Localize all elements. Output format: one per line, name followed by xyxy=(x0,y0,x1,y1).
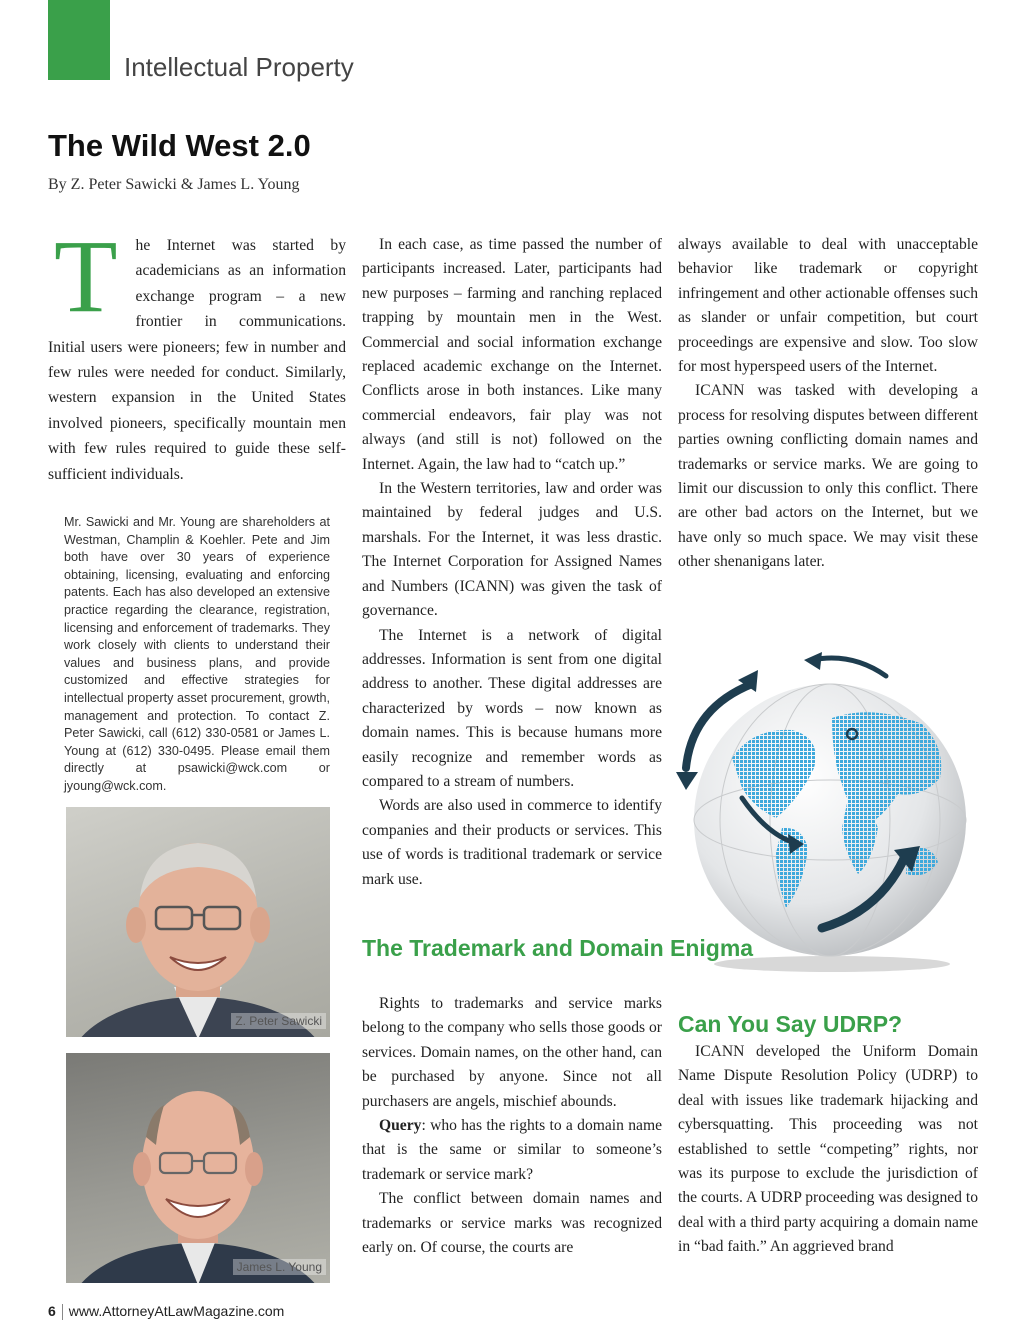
article-title: The Wild West 2.0 xyxy=(48,128,311,163)
column-1 xyxy=(48,219,346,487)
column-3-continued xyxy=(678,1040,978,1260)
paragraph: The Internet is a network of digital addresses. Information is sent from one digital address to another. These digital addresses are characterized by words – now known as domain names. This is because humans more easily recognize and remember words as compared to a stream of numbers. xyxy=(362,626,662,790)
paragraph: ICANN was tasked with developing a process for resolving disputes between different parties owning conflicting domain names and trademarks or service marks. We are going to limit our discussion to only this conflict. There are other bad actors on the Internet, but we have only so much space. We may visit these other shenanigans later. xyxy=(678,382,978,571)
section-color-bar xyxy=(48,0,110,80)
footer-divider xyxy=(62,1304,63,1320)
column-2-continued xyxy=(362,992,662,1260)
query-label: Query xyxy=(379,1117,422,1135)
paragraph: Words are also used in commerce to identify companies and their products or services. This use of words is traditional trademark or service mark use. xyxy=(362,797,662,888)
photo-caption: James L. Young xyxy=(233,1259,326,1275)
column-3 xyxy=(678,233,978,575)
paragraph: In the Western territories, law and order was maintained by federal judges and U.S. marshals. For the Internet, it was less drastic. The Internet Corporation for Assigned Names and Numbers (ICANN) was given the task of governance. xyxy=(362,480,662,620)
column-2 xyxy=(362,233,662,892)
byline: By Z. Peter Sawicki & James L. Young xyxy=(48,176,300,193)
section-label: Intellectual Property xyxy=(124,52,354,82)
globe-illustration xyxy=(672,648,984,978)
page-number: 6 xyxy=(48,1303,56,1319)
footer-url[interactable]: www.AttorneyAtLawMagazine.com xyxy=(68,1303,285,1319)
paragraph: always available to deal with unacceptable behavior like trademark or copyright infringement and other actionable offenses such as slander or unfair competition, but court proceedings are expensive and slow. Too slow for most hyperspeed users of the Internet. xyxy=(678,236,978,376)
query-paragraph: Query: who has the rights to a domain name that is the same or similar to someone’s trademark or service mark? xyxy=(362,1117,662,1183)
subhead-trademark-domain: The Trademark and Domain Enigma xyxy=(362,935,754,961)
paragraph: ICANN developed the Uniform Domain Name Dispute Resolution Policy (UDRP) to deal with issues like trademark hijacking and cybersquatting. This proceeding was not established to settle “competing” rights, nor was its purpose to exclude the jurisdiction of the courts. A UDRP proceeding was designed to deal with a third party acquiring a domain name in “bad faith.” An aggrieved brand xyxy=(678,1043,978,1256)
paragraph: Rights to trademarks and service marks belong to the company who sells those goods or services. Domain names, on the other hand, can be purchased by anyone. Since not all purchasers are angels, mischief abounds. xyxy=(362,995,662,1110)
author-photo-young xyxy=(66,1053,330,1283)
author-photo-sawicki xyxy=(66,807,330,1037)
portrait-illustration xyxy=(66,807,330,1037)
intro-paragraph: T he Internet was started by academicians as an information exchange program – a new frontier in communications. Initial users were pioneers; few in number and few rules were needed for conduct. Similarly, western expansion in the United States involved pioneers, specifically mountain men with few rules required to guide these self-sufficient individuals. xyxy=(48,219,346,483)
page-footer xyxy=(48,1303,284,1320)
paragraph: The conflict between domain names and trademarks or service marks was recognized early on. Of course, the courts are xyxy=(362,1190,662,1257)
subhead-udrp: Can You Say UDRP? xyxy=(678,1011,903,1037)
photo-caption: Z. Peter Sawicki xyxy=(231,1013,326,1029)
drop-cap: T xyxy=(54,219,118,334)
paragraph: In each case, as time passed the number of participants increased. Later, participants had new purposes – farming and ranching replaced trapping by mountain men in the West. Commercial and social information exchange replaced academic exchange on the Internet. Conflicts arose in both instances. Like many commercial endeavors, fair play was not always (and still is not) followed on the Internet. Again, the law had to “catch up.” xyxy=(362,236,662,473)
portrait-illustration xyxy=(66,1053,330,1283)
author-bio: Mr. Sawicki and Mr. Young are shareholders at Westman, Champlin & Koehler. Pete and Jim both have over 30 years of experience obtaining, licensing, evaluating and enforcing patents. Each has also developed an extensive practice regarding the clearance, registration, licensing and enforcement of trademarks. They work closely with clients to understand their values and business plans, and provide customized and effective strategies for intellectual property asset procurement, growth, management and protection. To contact Z. Peter Sawicki, call (612) 330-0581 or James L. Young at (612) 330-0495. Please email them directly at psawicki@wck.com or jyoung@wck.com. xyxy=(64,515,330,793)
